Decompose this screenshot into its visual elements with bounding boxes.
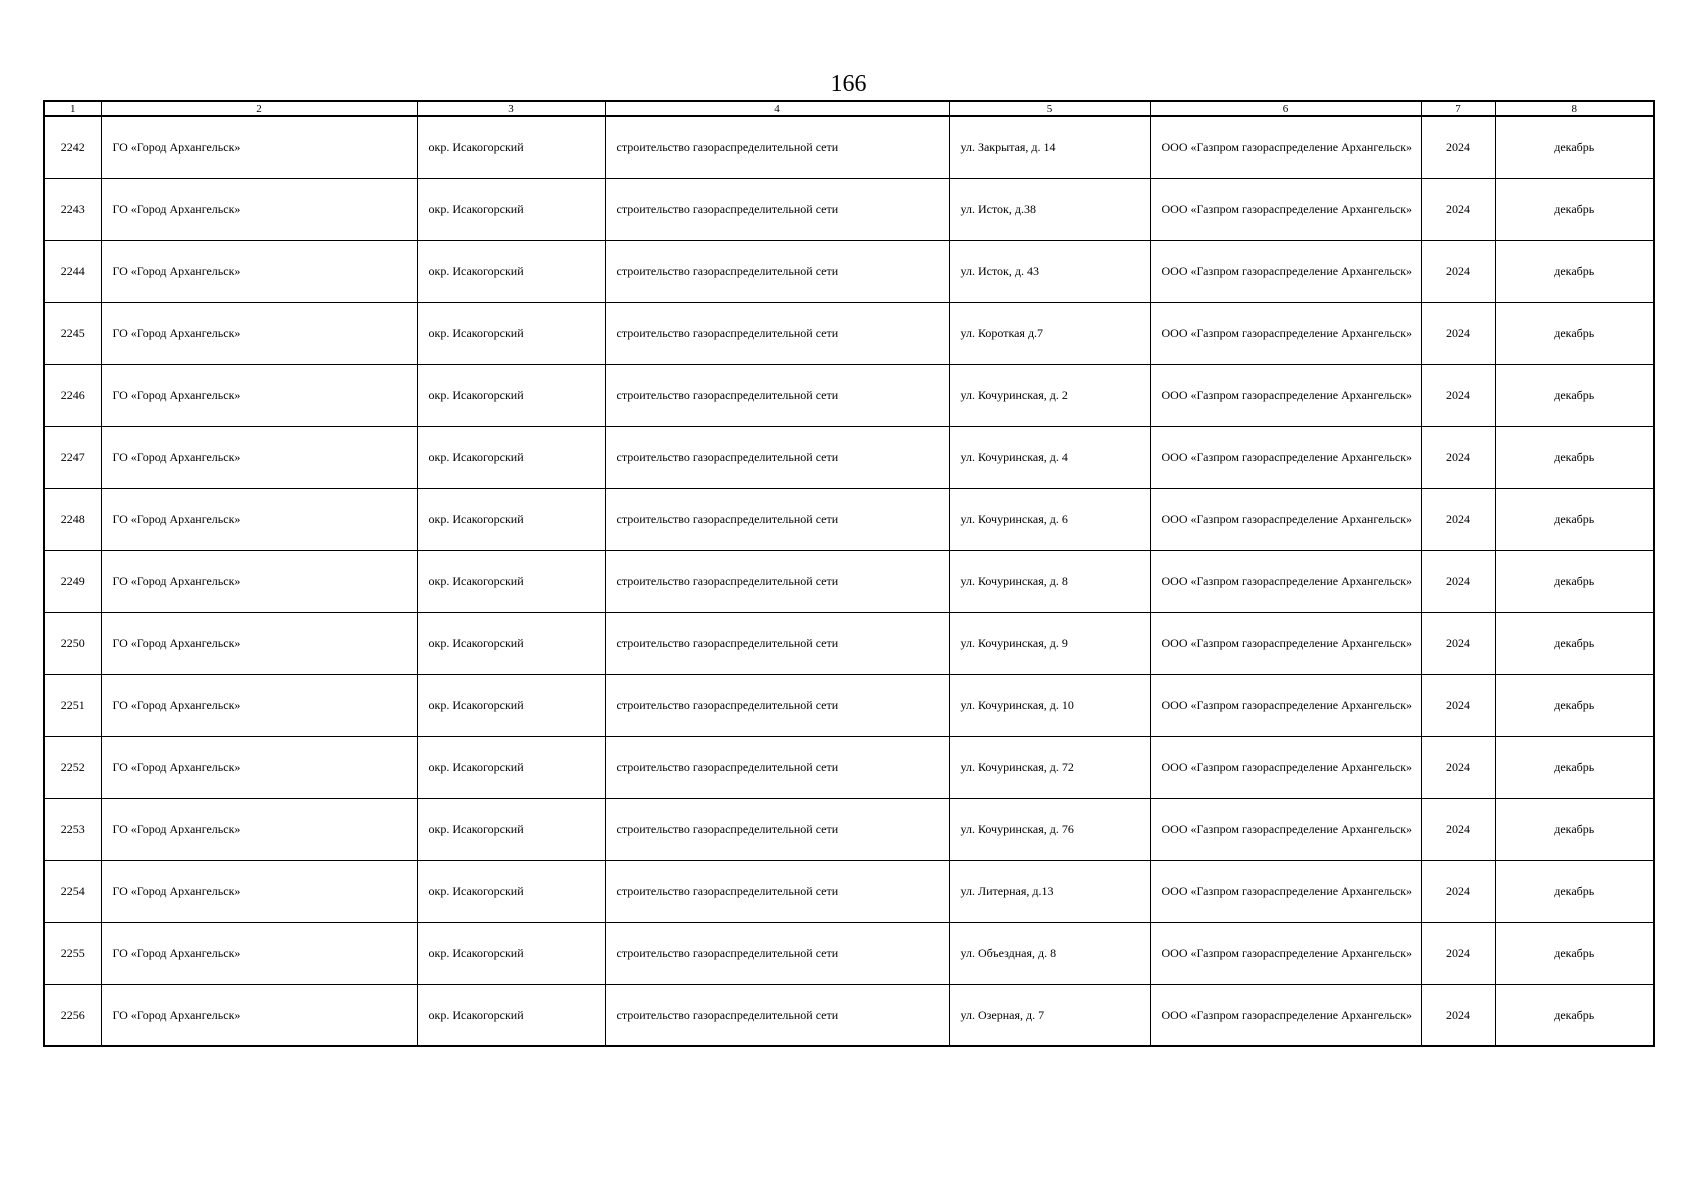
year-cell: 2024 xyxy=(1421,116,1495,178)
row-number-cell: 2245 xyxy=(44,302,101,364)
municipality-cell: ГО «Город Архангельск» xyxy=(101,798,417,860)
address-cell: ул. Кочуринская, д. 76 xyxy=(949,798,1150,860)
month-cell: декабрь xyxy=(1495,736,1654,798)
organization-cell: ООО «Газпром газораспределение Архангельск» xyxy=(1150,240,1421,302)
row-number-cell: 2242 xyxy=(44,116,101,178)
year-cell: 2024 xyxy=(1421,302,1495,364)
municipality-cell: ГО «Город Архангельск» xyxy=(101,302,417,364)
address-cell: ул. Кочуринская, д. 8 xyxy=(949,550,1150,612)
row-number-cell: 2250 xyxy=(44,612,101,674)
district-cell: окр. Исакогорский xyxy=(417,612,605,674)
year-cell: 2024 xyxy=(1421,488,1495,550)
organization-cell: ООО «Газпром газораспределение Архангельск» xyxy=(1150,178,1421,240)
district-cell: окр. Исакогорский xyxy=(417,302,605,364)
row-number-cell: 2243 xyxy=(44,178,101,240)
year-cell: 2024 xyxy=(1421,674,1495,736)
municipality-cell: ГО «Город Архангельск» xyxy=(101,550,417,612)
address-cell: ул. Озерная, д. 7 xyxy=(949,984,1150,1046)
work-type-cell: строительство газораспределительной сети xyxy=(605,860,949,922)
year-cell: 2024 xyxy=(1421,860,1495,922)
district-cell: окр. Исакогорский xyxy=(417,116,605,178)
municipality-cell: ГО «Город Архангельск» xyxy=(101,922,417,984)
address-cell: ул. Кочуринская, д. 72 xyxy=(949,736,1150,798)
table-row xyxy=(44,178,1654,240)
month-cell: декабрь xyxy=(1495,550,1654,612)
row-number-cell: 2246 xyxy=(44,364,101,426)
address-cell: ул. Исток, д. 43 xyxy=(949,240,1150,302)
municipality-cell: ГО «Город Архангельск» xyxy=(101,364,417,426)
district-cell: окр. Исакогорский xyxy=(417,426,605,488)
work-type-cell: строительство газораспределительной сети xyxy=(605,550,949,612)
organization-cell: ООО «Газпром газораспределение Архангельск» xyxy=(1150,798,1421,860)
work-type-cell: строительство газораспределительной сети xyxy=(605,612,949,674)
year-cell: 2024 xyxy=(1421,240,1495,302)
address-cell: ул. Кочуринская, д. 2 xyxy=(949,364,1150,426)
header-row xyxy=(44,101,1654,116)
organization-cell: ООО «Газпром газораспределение Архангельск» xyxy=(1150,612,1421,674)
table-row xyxy=(44,550,1654,612)
work-type-cell: строительство газораспределительной сети xyxy=(605,798,949,860)
municipality-cell: ГО «Город Архангельск» xyxy=(101,240,417,302)
row-number-cell: 2247 xyxy=(44,426,101,488)
page-number: 166 xyxy=(830,71,867,97)
district-cell: окр. Исакогорский xyxy=(417,364,605,426)
municipality-cell: ГО «Город Архангельск» xyxy=(101,674,417,736)
year-cell: 2024 xyxy=(1421,426,1495,488)
municipality-cell: ГО «Город Архангельск» xyxy=(101,426,417,488)
district-cell: окр. Исакогорский xyxy=(417,860,605,922)
table-row xyxy=(44,240,1654,302)
row-number-cell: 2244 xyxy=(44,240,101,302)
table-row xyxy=(44,116,1654,178)
table-row xyxy=(44,488,1654,550)
municipality-cell: ГО «Город Архангельск» xyxy=(101,116,417,178)
address-cell: ул. Кочуринская, д. 6 xyxy=(949,488,1150,550)
column-header: 4 xyxy=(605,101,949,116)
work-type-cell: строительство газораспределительной сети xyxy=(605,178,949,240)
month-cell: декабрь xyxy=(1495,798,1654,860)
table-row xyxy=(44,860,1654,922)
table-row xyxy=(44,302,1654,364)
table-row xyxy=(44,922,1654,984)
column-header: 1 xyxy=(44,101,101,116)
organization-cell: ООО «Газпром газораспределение Архангельск» xyxy=(1150,550,1421,612)
district-cell: окр. Исакогорский xyxy=(417,984,605,1046)
table-row xyxy=(44,364,1654,426)
row-number-cell: 2255 xyxy=(44,922,101,984)
municipality-cell: ГО «Город Архангельск» xyxy=(101,612,417,674)
organization-cell: ООО «Газпром газораспределение Архангельск» xyxy=(1150,860,1421,922)
organization-cell: ООО «Газпром газораспределение Архангельск» xyxy=(1150,116,1421,178)
month-cell: декабрь xyxy=(1495,364,1654,426)
address-cell: ул. Короткая д.7 xyxy=(949,302,1150,364)
district-cell: окр. Исакогорский xyxy=(417,488,605,550)
row-number-cell: 2254 xyxy=(44,860,101,922)
column-header: 7 xyxy=(1421,101,1495,116)
column-header: 2 xyxy=(101,101,417,116)
month-cell: декабрь xyxy=(1495,178,1654,240)
organization-cell: ООО «Газпром газораспределение Архангельск» xyxy=(1150,922,1421,984)
work-type-cell: строительство газораспределительной сети xyxy=(605,922,949,984)
month-cell: декабрь xyxy=(1495,240,1654,302)
month-cell: декабрь xyxy=(1495,116,1654,178)
district-cell: окр. Исакогорский xyxy=(417,240,605,302)
district-cell: окр. Исакогорский xyxy=(417,674,605,736)
row-number-cell: 2256 xyxy=(44,984,101,1046)
organization-cell: ООО «Газпром газораспределение Архангельск» xyxy=(1150,736,1421,798)
district-cell: окр. Исакогорский xyxy=(417,736,605,798)
work-type-cell: строительство газораспределительной сети xyxy=(605,364,949,426)
municipality-cell: ГО «Город Архангельск» xyxy=(101,860,417,922)
work-type-cell: строительство газораспределительной сети xyxy=(605,488,949,550)
month-cell: декабрь xyxy=(1495,984,1654,1046)
municipality-cell: ГО «Город Архангельск» xyxy=(101,488,417,550)
municipality-cell: ГО «Город Архангельск» xyxy=(101,736,417,798)
column-header: 8 xyxy=(1495,101,1654,116)
address-cell: ул. Исток, д.38 xyxy=(949,178,1150,240)
column-header: 3 xyxy=(417,101,605,116)
year-cell: 2024 xyxy=(1421,178,1495,240)
row-number-cell: 2252 xyxy=(44,736,101,798)
month-cell: декабрь xyxy=(1495,860,1654,922)
work-type-cell: строительство газораспределительной сети xyxy=(605,240,949,302)
month-cell: декабрь xyxy=(1495,922,1654,984)
work-type-cell: строительство газораспределительной сети xyxy=(605,674,949,736)
address-cell: ул. Кочуринская, д. 10 xyxy=(949,674,1150,736)
data-table xyxy=(43,100,1655,1047)
row-number-cell: 2248 xyxy=(44,488,101,550)
column-header: 6 xyxy=(1150,101,1421,116)
column-header: 5 xyxy=(949,101,1150,116)
table-body xyxy=(44,116,1654,1046)
municipality-cell: ГО «Город Архангельск» xyxy=(101,178,417,240)
work-type-cell: строительство газораспределительной сети xyxy=(605,116,949,178)
work-type-cell: строительство газораспределительной сети xyxy=(605,426,949,488)
organization-cell: ООО «Газпром газораспределение Архангельск» xyxy=(1150,364,1421,426)
year-cell: 2024 xyxy=(1421,798,1495,860)
table-row xyxy=(44,674,1654,736)
organization-cell: ООО «Газпром газораспределение Архангельск» xyxy=(1150,302,1421,364)
address-cell: ул. Литерная, д.13 xyxy=(949,860,1150,922)
table-row xyxy=(44,798,1654,860)
year-cell: 2024 xyxy=(1421,922,1495,984)
table-row xyxy=(44,612,1654,674)
year-cell: 2024 xyxy=(1421,364,1495,426)
month-cell: декабрь xyxy=(1495,488,1654,550)
month-cell: декабрь xyxy=(1495,674,1654,736)
work-type-cell: строительство газораспределительной сети xyxy=(605,984,949,1046)
district-cell: окр. Исакогорский xyxy=(417,798,605,860)
year-cell: 2024 xyxy=(1421,736,1495,798)
year-cell: 2024 xyxy=(1421,550,1495,612)
organization-cell: ООО «Газпром газораспределение Архангельск» xyxy=(1150,426,1421,488)
municipality-cell: ГО «Город Архангельск» xyxy=(101,984,417,1046)
row-number-cell: 2249 xyxy=(44,550,101,612)
month-cell: декабрь xyxy=(1495,426,1654,488)
address-cell: ул. Кочуринская, д. 9 xyxy=(949,612,1150,674)
district-cell: окр. Исакогорский xyxy=(417,550,605,612)
row-number-cell: 2253 xyxy=(44,798,101,860)
table-row xyxy=(44,984,1654,1046)
address-cell: ул. Закрытая, д. 14 xyxy=(949,116,1150,178)
table-row xyxy=(44,426,1654,488)
district-cell: окр. Исакогорский xyxy=(417,922,605,984)
address-cell: ул. Объездная, д. 8 xyxy=(949,922,1150,984)
organization-cell: ООО «Газпром газораспределение Архангельск» xyxy=(1150,488,1421,550)
work-type-cell: строительство газораспределительной сети xyxy=(605,736,949,798)
organization-cell: ООО «Газпром газораспределение Архангельск» xyxy=(1150,984,1421,1046)
district-cell: окр. Исакогорский xyxy=(417,178,605,240)
row-number-cell: 2251 xyxy=(44,674,101,736)
year-cell: 2024 xyxy=(1421,984,1495,1046)
organization-cell: ООО «Газпром газораспределение Архангельск» xyxy=(1150,674,1421,736)
month-cell: декабрь xyxy=(1495,302,1654,364)
work-type-cell: строительство газораспределительной сети xyxy=(605,302,949,364)
address-cell: ул. Кочуринская, д. 4 xyxy=(949,426,1150,488)
year-cell: 2024 xyxy=(1421,612,1495,674)
table-row xyxy=(44,736,1654,798)
month-cell: декабрь xyxy=(1495,612,1654,674)
